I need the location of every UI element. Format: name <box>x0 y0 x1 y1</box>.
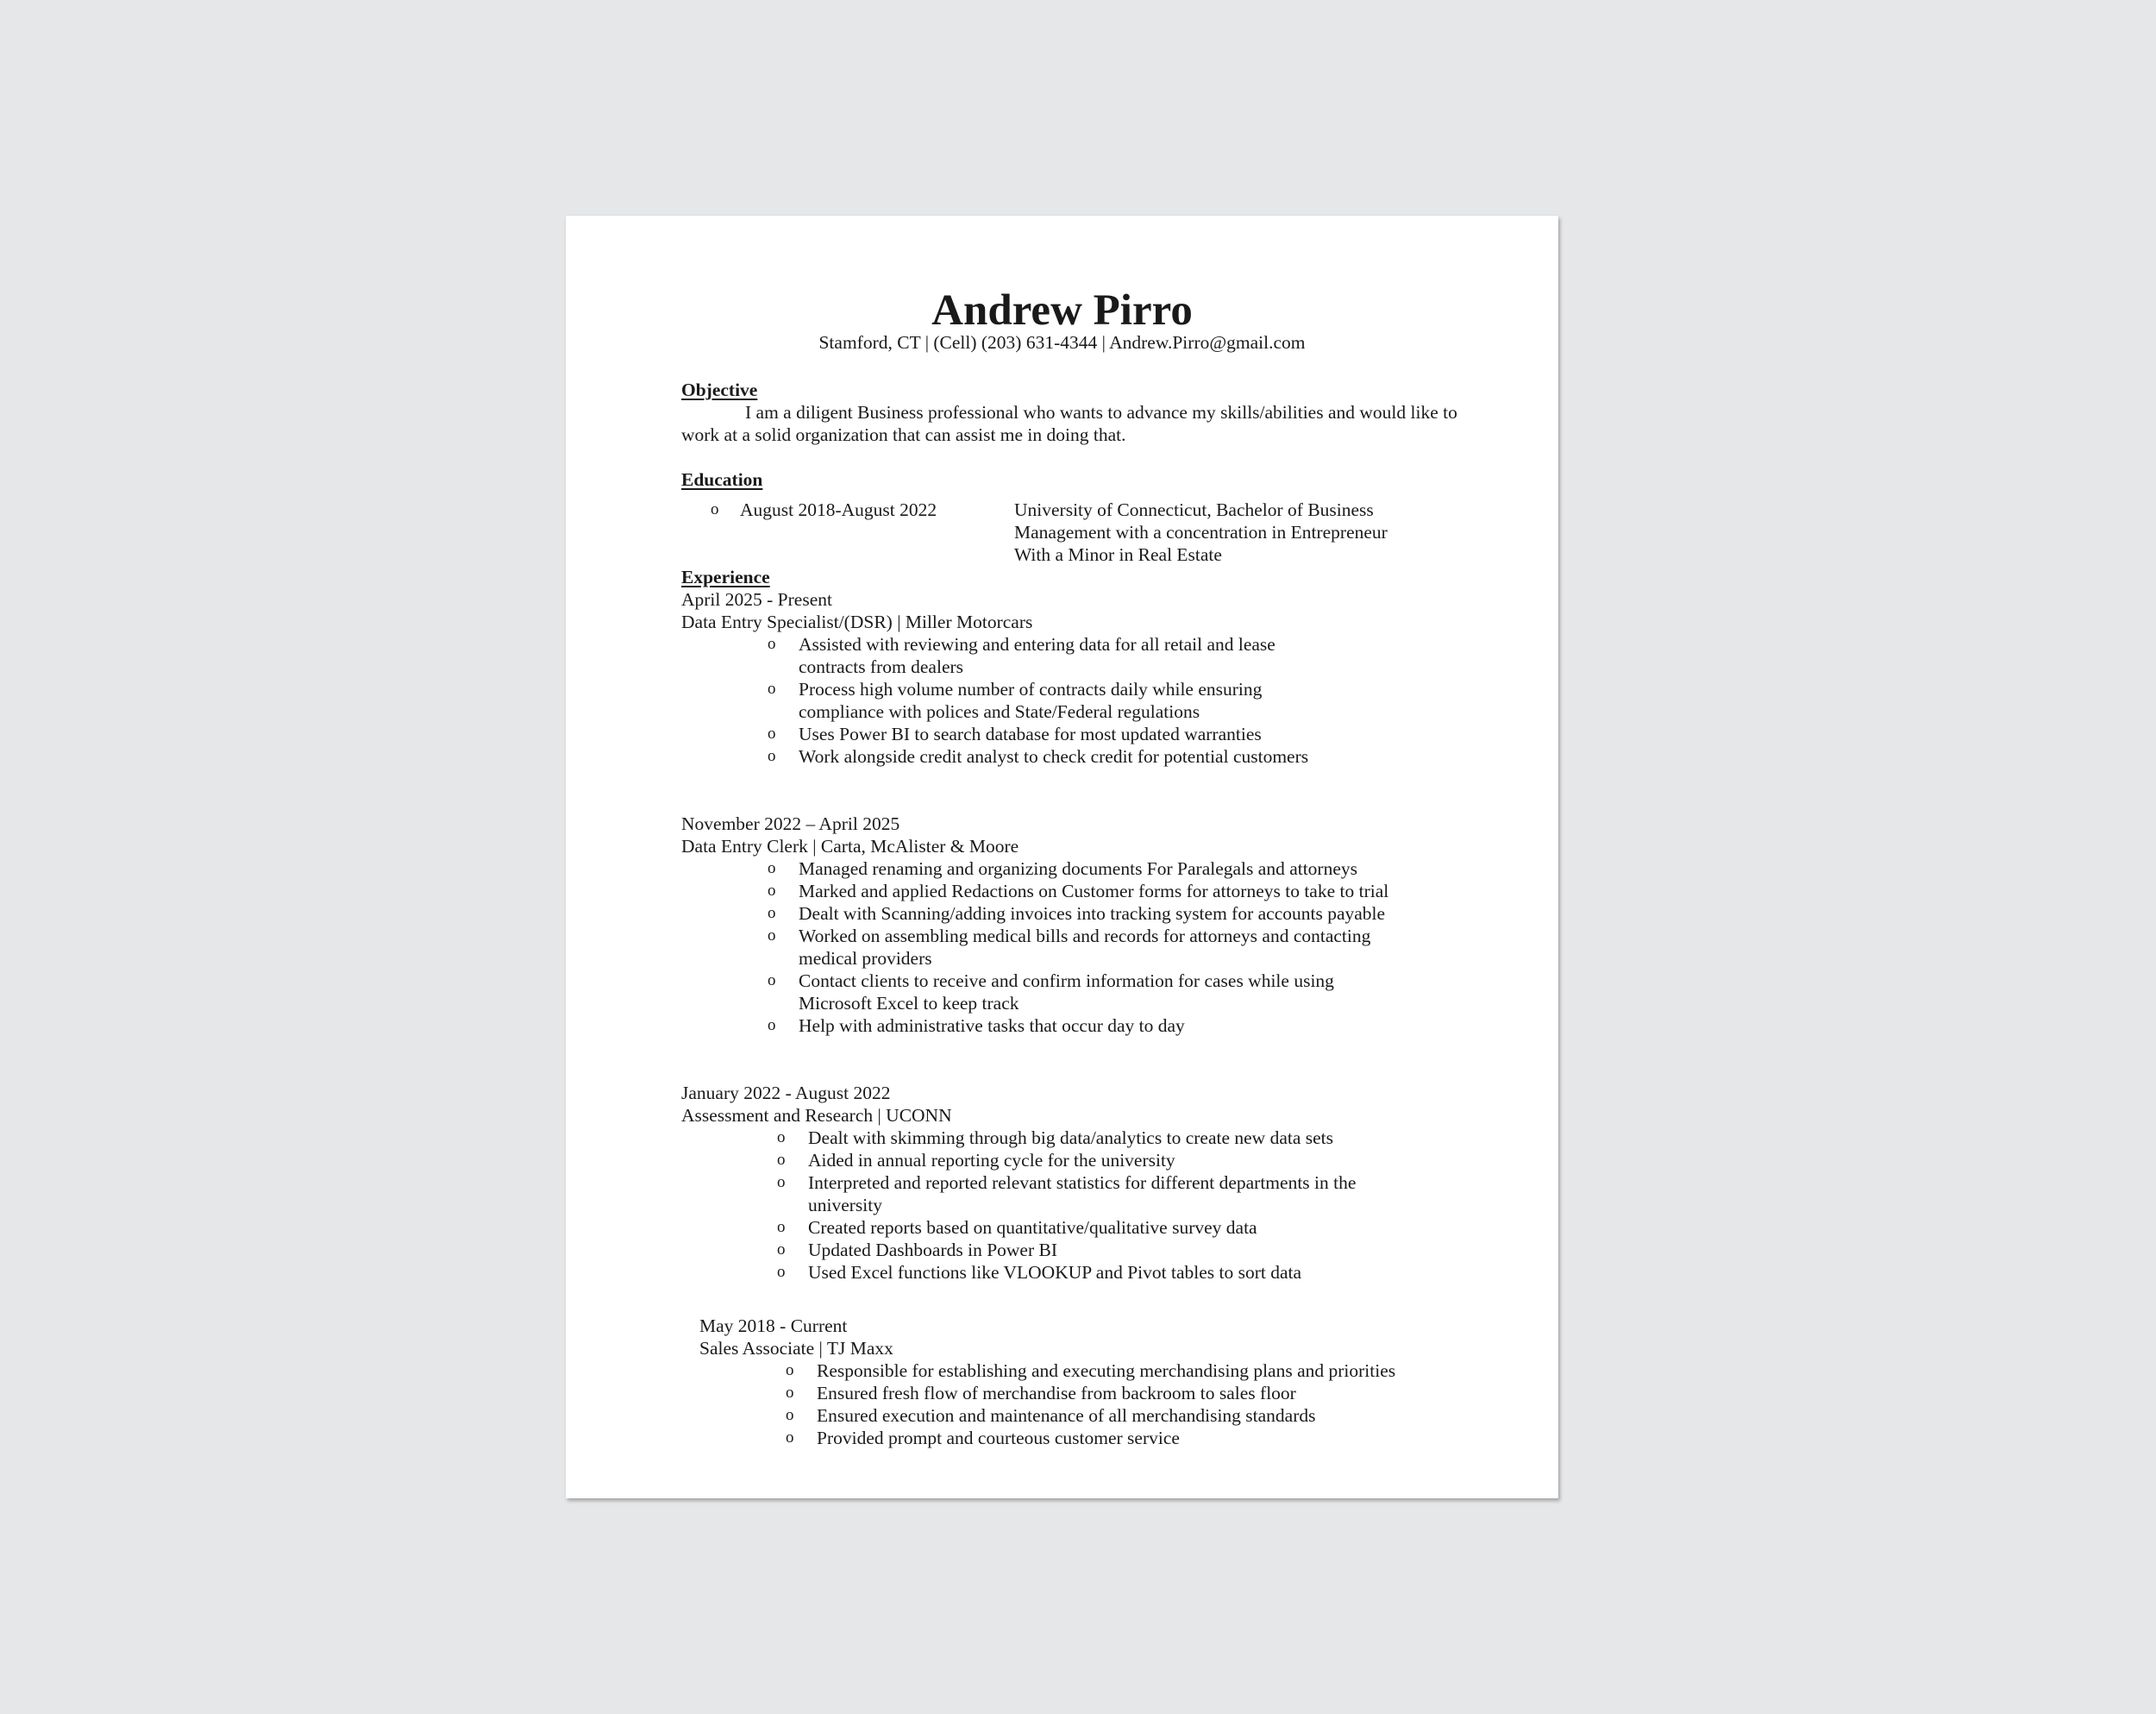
job-dates: May 2018 - Current <box>699 1315 848 1336</box>
education-dates: August 2018-August 2022 <box>740 499 937 520</box>
list-item: o Responsible for establishing and executing merchandising plans and priorities <box>786 1360 1396 1381</box>
job-title: Assessment and Research | UCONN <box>681 1105 952 1126</box>
resume-name: Andrew Pirro <box>931 286 1193 335</box>
job-title: Sales Associate | TJ Maxx <box>699 1338 893 1359</box>
education-heading: Education <box>681 469 763 490</box>
experience-heading: Experience <box>681 567 770 587</box>
list-item: o Ensured fresh flow of merchandise from backroom to sales floor <box>786 1383 1296 1403</box>
education-bullet: o <box>711 500 719 518</box>
education-details <box>1014 499 1388 566</box>
list-item: o Help with administrative tasks that occur day to day <box>768 1015 1185 1036</box>
list-item: o Updated Dashboards in Power BI <box>777 1240 1058 1260</box>
job-bullet-list <box>768 857 1420 1037</box>
list-item: o Provided prompt and courteous customer service <box>786 1428 1180 1448</box>
list-item: o Dealt with Scanning/adding invoices into tracking system for accounts payable <box>768 903 1386 924</box>
resume-page <box>566 216 1558 1498</box>
list-item: o Dealt with skimming through big data/analytics to create new data sets <box>777 1127 1334 1148</box>
education-detail-line: Management with a concentration in Entrepreneur <box>1014 522 1388 543</box>
list-item: o Uses Power BI to search database for most updated warranties <box>768 724 1262 744</box>
job-title: Data Entry Specialist/(DSR) | Miller Motorcars <box>681 612 1033 632</box>
list-item: o Aided in annual reporting cycle for the university <box>777 1150 1175 1171</box>
list-item: o Work alongside credit analyst to check credit for potential customers <box>768 746 1309 767</box>
job-header <box>681 588 1032 633</box>
list-item: o Ensured execution and maintenance of all merchandising standards <box>786 1405 1316 1426</box>
job-dates: November 2022 – April 2025 <box>681 813 900 834</box>
list-item: o Marked and applied Redactions on Customer forms for attorneys to take to trial <box>768 881 1389 901</box>
list-item: o Contact clients to receive and confirm information for cases while using Microsoft Excel to keep track <box>768 970 1334 1014</box>
job-header <box>681 813 1018 857</box>
job-header <box>699 1315 893 1359</box>
job-bullet-list <box>777 1127 1420 1284</box>
job-dates: January 2022 - August 2022 <box>681 1083 891 1103</box>
list-item: o Used Excel functions like VLOOKUP and Pivot tables to sort data <box>777 1262 1302 1283</box>
list-item: o Created reports based on quantitative/qualitative survey data <box>777 1217 1257 1238</box>
list-item: o Managed renaming and organizing documents For Paralegals and attorneys <box>768 858 1358 879</box>
objective-heading: Objective <box>681 380 758 400</box>
education-detail-line: University of Connecticut, Bachelor of Business <box>1014 499 1374 520</box>
list-item: o Worked on assembling medical bills and records for attorneys and contacting medical providers <box>768 926 1371 969</box>
list-item: o Process high volume number of contracts daily while ensuring compliance with polices and State/Federal regulations <box>768 679 1263 722</box>
list-item: o Interpreted and reported relevant statistics for different departments in the university <box>777 1172 1357 1215</box>
education-detail-line: With a Minor in Real Estate <box>1014 544 1222 565</box>
job-header <box>681 1082 952 1127</box>
job-bullet-list <box>768 633 1316 768</box>
contact-line: Stamford, CT | (Cell) (203) 631-4344 | Andrew.Pirro@gmail.com <box>818 332 1306 353</box>
job-dates: April 2025 - Present <box>681 589 832 610</box>
objective-text: I am a diligent Business professional who wants to advance my skills/abilities and would like to work at a solid organization that can assist me in doing that. <box>681 402 1457 445</box>
job-bullet-list <box>786 1359 1472 1449</box>
list-item: o Assisted with reviewing and entering data for all retail and lease contracts from dealers <box>768 634 1275 677</box>
job-title: Data Entry Clerk | Carta, McAlister & Moore <box>681 836 1019 857</box>
